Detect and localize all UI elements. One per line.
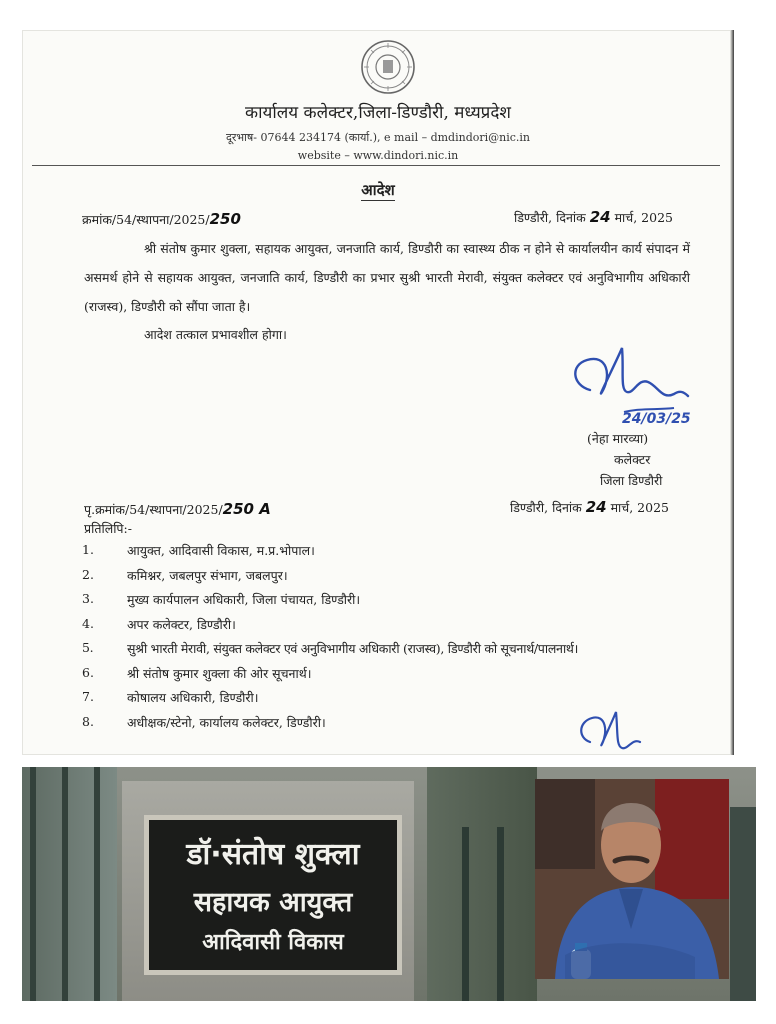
state-emblem-icon xyxy=(352,38,424,96)
order-letter xyxy=(22,30,734,755)
list-item: 7. कोषालय अधिकारी, डिण्डौरी। xyxy=(82,689,259,705)
signatory-district: जिला डिण्डौरी xyxy=(600,473,663,488)
copy-date: डिण्डौरी, दिनांक 24 मार्च, 2025 xyxy=(510,498,669,516)
list-item: 8. अधीक्षक/स्टेनो, कार्यालय कलेक्टर, डिण्डौरी। xyxy=(82,713,326,730)
order-body: श्री संतोष कुमार शुक्ला, सहायक आयुक्त, जनजाति कार्य, डिण्डौरी का स्वास्थ्य ठीक न होने से कार्यालयीन कार्य संपादन में असमर्थ होने से सहायक आयुक्त, जनजाति कार्य, डिण्डौरी का प्रभार सुश्री भारती मेरावी, संयुक्त कलेक्टर एवं अनुविभागीय अधिकारी (राजस्व), डिण्डौरी को सौंपा जाता है। xyxy=(84,241,690,314)
list-item: 1. आयुक्त, आदिवासी विकास, म.प्र.भोपाल। xyxy=(82,542,315,558)
signatory-designation: कलेक्टर xyxy=(614,452,651,467)
list-item: 6. श्री संतोष कुमार शुक्ला की ओर सूचनार्थ। xyxy=(82,664,312,681)
list-item: 5. सुश्री भारती मेरावी, संयुक्त कलेक्टर एवं अनुविभागीय अधिकारी (राजस्व), डिण्डौरी को सूचनार्थ/पालनार्थ। xyxy=(82,640,579,656)
office-title: कार्यालय कलेक्टर,जिला-डिण्डौरी, मध्यप्रदेश xyxy=(245,103,511,123)
plaque-designation: सहायक आयुक्त xyxy=(193,887,353,918)
copy-heading: प्रतिलिपि:- xyxy=(84,521,132,536)
photo-collage xyxy=(22,767,756,1001)
plaque-name: डॉ·संतोष शुक्ला xyxy=(186,837,360,872)
plaque-department: आदिवासी विकास xyxy=(202,930,344,955)
copy-ref-number: 250 A xyxy=(222,500,271,518)
list-item: 4. अपर कलेक्टर, डिण्डौरी। xyxy=(82,615,236,632)
list-item: 2. कमिश्नर, जबलपुर संभाग, जबलपुर। xyxy=(82,566,288,583)
order-reference: क्रमांक/54/स्थापना/2025/250 xyxy=(82,210,241,228)
website-line: website – www.dindori.nic.in xyxy=(297,149,459,162)
signatory-name: (नेहा मारव्या) xyxy=(587,431,649,446)
signature-date: 24/03/25 xyxy=(622,411,691,427)
name-plaque xyxy=(144,815,402,975)
contact-line: दूरभाष- 07644 234174 (कार्या.), e mail – dmdindori@nic.in xyxy=(225,131,530,144)
gate-right xyxy=(427,767,537,1001)
order-ref-number: 250 xyxy=(209,210,241,228)
gate-left xyxy=(22,767,117,1001)
order-date: डिण्डौरी, दिनांक 24 मार्च, 2025 xyxy=(514,208,673,226)
gate-bar xyxy=(730,807,756,1001)
effect-line: आदेश तत्काल प्रभावशील होगा। xyxy=(144,327,287,342)
portrait-illustration-icon xyxy=(535,779,729,979)
gate-bar xyxy=(62,767,68,1001)
initials-signature-icon xyxy=(572,702,652,754)
header-divider xyxy=(32,165,720,166)
person-portrait xyxy=(535,779,729,979)
gate-bar xyxy=(462,827,469,1001)
copy-reference: पृ.क्रमांक/54/स्थापना/2025/250 A xyxy=(84,500,271,518)
gate-bar xyxy=(30,767,36,1001)
gate-bar xyxy=(497,827,504,1001)
gate-bar xyxy=(94,767,100,1001)
order-title: आदेश xyxy=(361,181,395,199)
list-item: 3. मुख्य कार्यपालन अधिकारी, जिला पंचायत, डिण्डौरी। xyxy=(82,591,361,607)
